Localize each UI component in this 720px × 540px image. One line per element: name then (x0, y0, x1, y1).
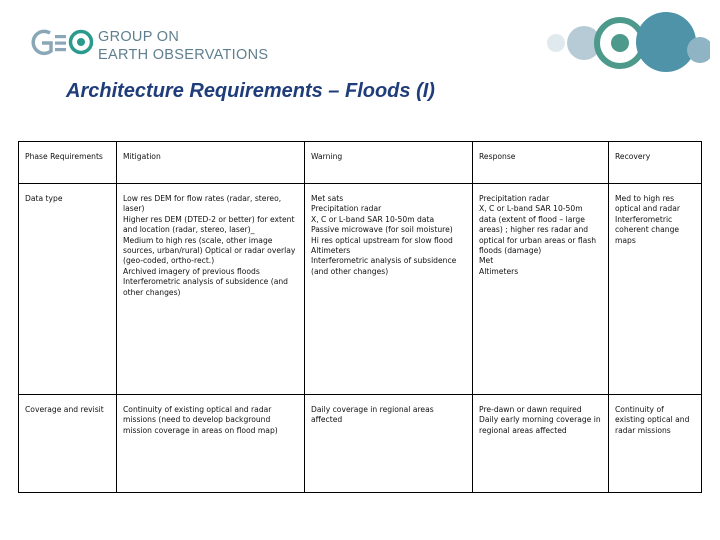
cell-line: Met sats (311, 194, 344, 203)
cell-line: Interferometric analysis of subsidence (and other changes) (123, 277, 289, 297)
cell-line: Precipitation radar (311, 204, 382, 214)
header-cell: Phase Requirements (19, 142, 117, 184)
cell-line: Altimeters (479, 266, 519, 276)
decorative-circles (540, 6, 710, 87)
logo-line-1: GROUP ON (98, 29, 180, 45)
logo-text (98, 28, 268, 64)
warning-cell (305, 184, 473, 395)
cell-line: Continuity of existing optical and radar missions (615, 405, 690, 435)
header-cell: Response (473, 142, 609, 184)
cell-line: Higher res DEM (DTED-2 or better) for extent and location (radar, stereo, laser)_ (123, 214, 295, 235)
cell-line: Interferometric coherent change maps (615, 214, 680, 245)
table-header-row (19, 142, 702, 184)
cell-line: Daily coverage in regional areas affected (311, 405, 434, 425)
cell-line: Continuity of existing optical and radar missions (need to develop background mission coverage in areas on flood map) (123, 405, 278, 435)
recovery-cell (609, 395, 702, 493)
cell-line: X, C or L-band SAR 10-50m data (extent of flood – large areas) ; higher res radar and optical for urban areas or flash floods (damage) (479, 204, 597, 256)
header-cell: Recovery (609, 142, 702, 184)
cell-line: Medium to high res (scale, other image sources, urban/rural) Optical or radar overlay (geo-coded, ortho-rect.) (123, 235, 296, 266)
cell-line: Low res DEM for flow rates (radar, stereo, laser) (123, 194, 282, 214)
cell-line: Altimeters (311, 246, 351, 256)
page-title: Architecture Requirements – Floods (I) (66, 80, 435, 102)
cell-line: Passive microwave (for soil moisture) (311, 225, 453, 235)
row-label: Coverage and revisit (19, 395, 117, 493)
cell-line: Med to high res optical and radar (615, 194, 680, 214)
cell-line: Pre-dawn or dawn required (479, 405, 582, 414)
response-cell (473, 184, 609, 395)
mitigation-cell (117, 395, 305, 493)
requirements-table (18, 141, 702, 493)
table-row (19, 395, 702, 493)
cell-line: X, C or L-band SAR 10-50m data (311, 214, 435, 224)
logo-line-2: EARTH OBSERVATIONS (98, 47, 269, 63)
recovery-cell (609, 184, 702, 395)
cell-line: Archived imagery of previous floods (123, 266, 260, 276)
warning-cell (305, 395, 473, 493)
header-cell: Mitigation (117, 142, 305, 184)
cell-line: Met (479, 256, 494, 266)
response-cell (473, 395, 609, 493)
table-row (19, 184, 702, 395)
header-cell: Warning (305, 142, 473, 184)
cell-line: Interferometric analysis of subsidence (and other changes) (311, 256, 457, 276)
cell-line: Precipitation radar (479, 194, 550, 203)
geo-logo-mark (28, 26, 96, 65)
row-label: Data type (19, 184, 117, 395)
cell-line: Daily early morning coverage in regional areas affected (479, 415, 601, 435)
mitigation-cell (117, 184, 305, 395)
cell-line: Hi res optical upstream for slow flood (311, 235, 453, 245)
